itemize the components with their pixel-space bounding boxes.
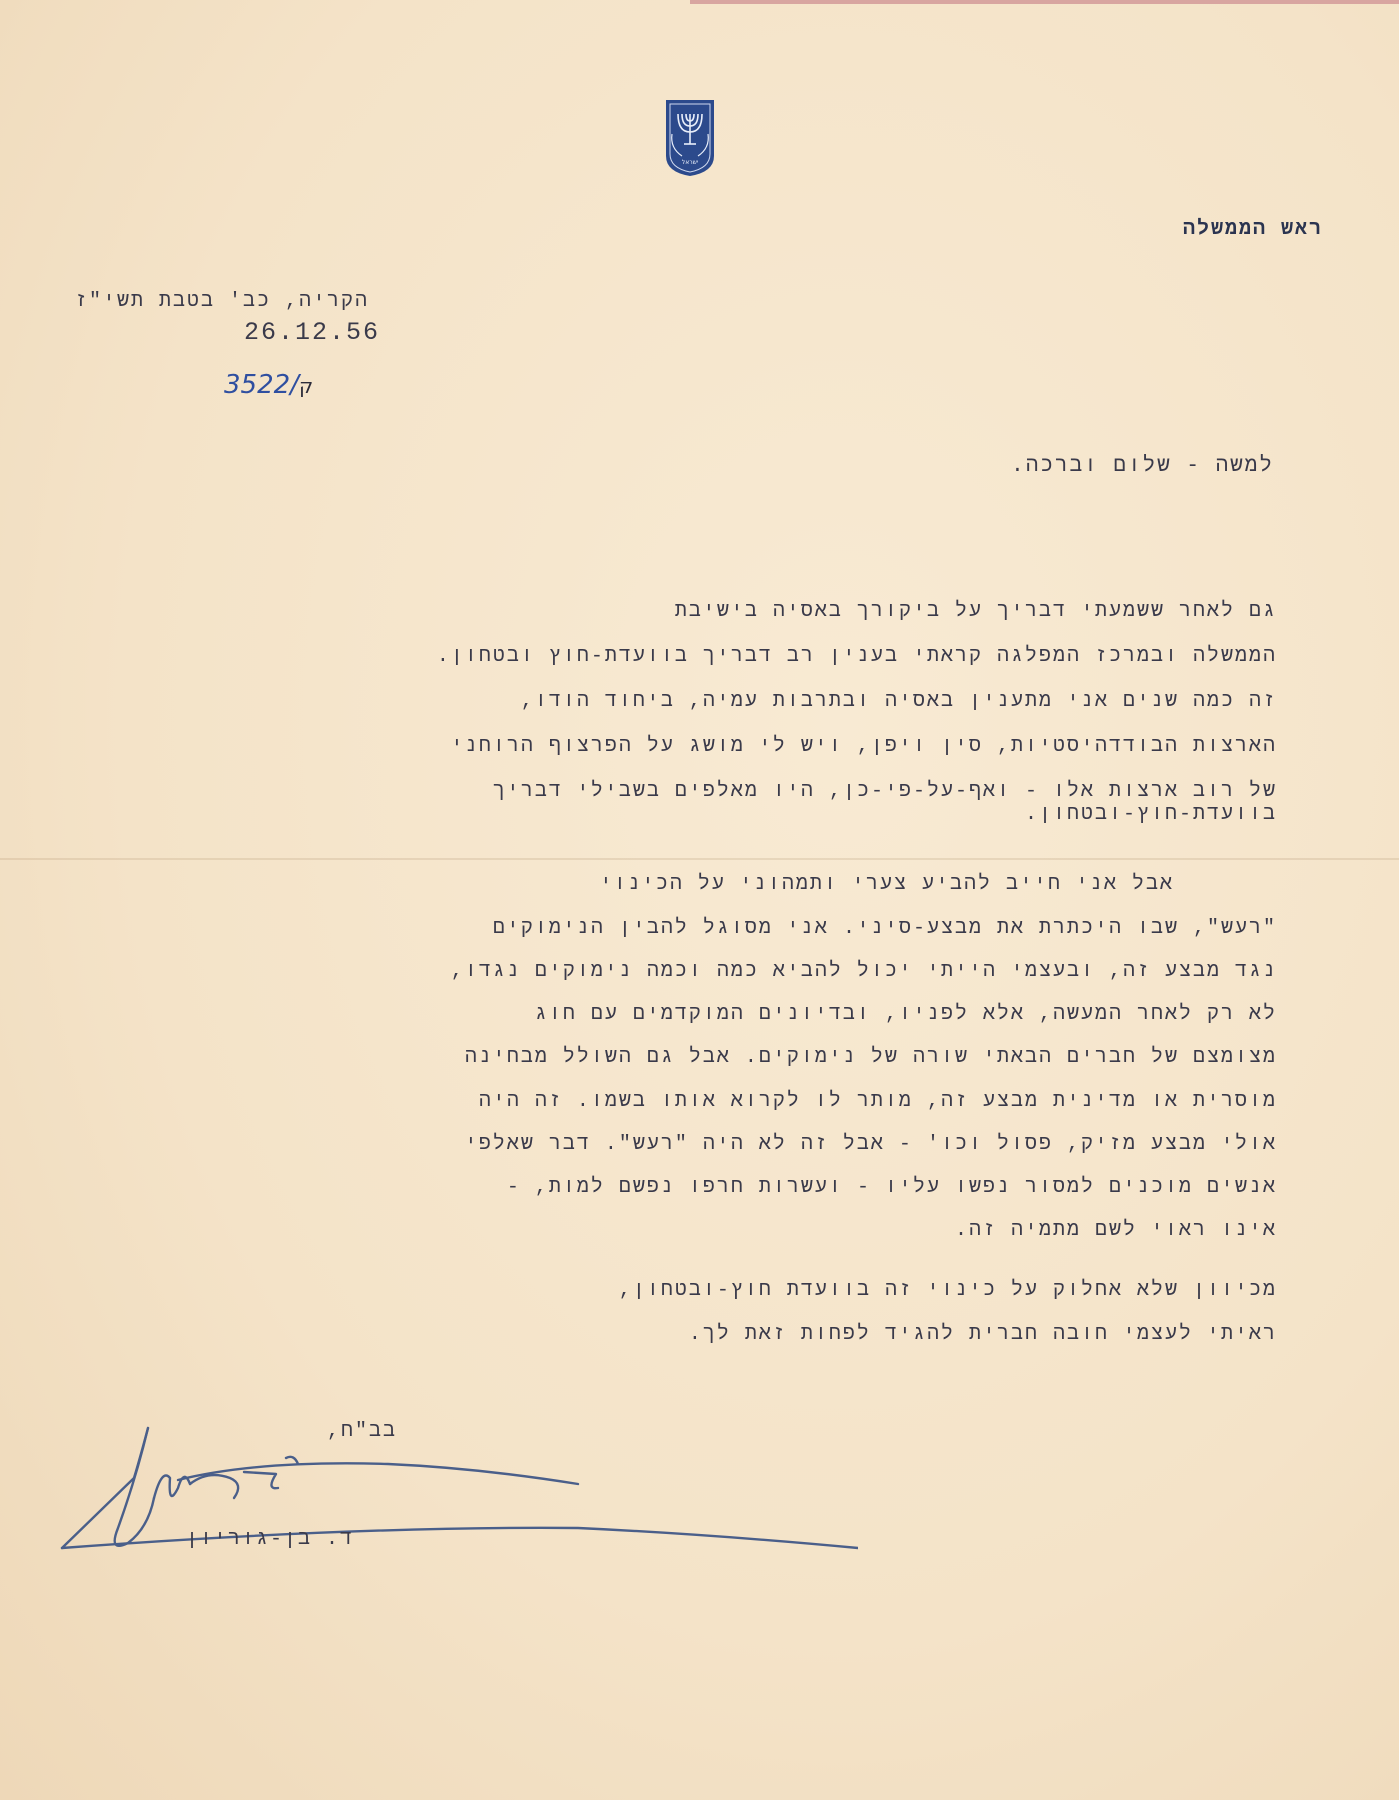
paragraph-1-line-6: בוועדת-חוץ-ובטחון.	[1024, 803, 1277, 826]
closing-salutation: בב"ח,	[326, 1420, 397, 1443]
office-title: ראש הממשלה	[1182, 218, 1323, 241]
paragraph-2-line-6: מוסרית או מדינית מבצע זה, מותר לו לקרוא אותו בשמו. זה היה	[478, 1090, 1277, 1113]
paragraph-3-line-2: ראיתי לעצמי חובה חברית להגיד לפחות זאת לך.	[688, 1323, 1277, 1346]
paragraph-2-line-5: מצומצם של חברים הבאתי שורה של נימוקים. אבל גם השולל מבחינה	[464, 1046, 1277, 1069]
state-emblem-icon	[664, 98, 716, 178]
paragraph-2-line-9: אינו ראוי לשם מתמיה זה.	[954, 1219, 1277, 1242]
paragraph-2-line-3: נגד מבצע זה, ובעצמי הייתי יכול להביא כמה וכמה נימוקים נגדו,	[450, 960, 1277, 983]
place-and-hebrew-date: הקריה, כב' בטבת תשי"ז	[74, 290, 369, 313]
typed-signatory-name: ד. בן-גוריון	[185, 1528, 354, 1551]
greeting: למשה - שלום וברכה.	[1011, 455, 1274, 478]
reference-suffix: ק	[298, 374, 314, 398]
paragraph-3-line-1: מכיוון שלא אחלוק על כינוי זה בוועדת חוץ-ובטחון,	[618, 1279, 1277, 1302]
fold-line	[0, 858, 1399, 860]
paragraph-1-line-1: גם לאחר ששמעתי דבריך על ביקורך באסיה בישיבת	[674, 600, 1277, 623]
paragraph-1-line-4: הארצות הבודדהיסטיות, סין ויפן, ויש לי מושג על הפרצוף הרוחני	[450, 735, 1277, 758]
paragraph-2-line-1: אבל אני חייב להביע צערי ותמהוני על הכינוי	[599, 873, 1174, 896]
paragraph-2-line-4: לא רק לאחר המעשה, אלא לפניו, ובדיונים המוקדמים עם חוג	[534, 1003, 1277, 1026]
paper-edge-mark	[690, 0, 1399, 4]
paragraph-2-line-8: אנשים מוכנים למסור נפשו עליו - ועשרות חרפו נפשם למות, -	[506, 1176, 1277, 1199]
handwritten-signature	[58, 1418, 858, 1568]
paragraph-2-line-7: אולי מבצע מזיק, פסול וכו' - אבל זה לא היה "רעש". דבר שאלפי	[464, 1133, 1277, 1156]
paragraph-2-line-2: "רעש", שבו היכתרת את מבצע-סיני. אני מסוגל להבין הנימוקים	[492, 917, 1277, 940]
reference-number-value: 3522/	[224, 370, 299, 400]
reference-number	[224, 370, 313, 400]
paragraph-1-line-5: של רוב ארצות אלו - ואף-על-פי-כן, היו מאלפים בשבילי דבריך	[492, 780, 1277, 803]
emblem-text: ישראל	[681, 159, 699, 166]
paragraph-1-line-3: זה כמה שנים אני מתענין באסיה ובתרבות עמיה, ביחוד הודו,	[520, 690, 1277, 713]
paragraph-1-line-2: הממשלה ובמרכז המפלגה קראתי בענין רב דבריך בוועדת-חוץ ובטחון.	[436, 645, 1277, 668]
numeric-date: 26.12.56	[244, 318, 381, 347]
